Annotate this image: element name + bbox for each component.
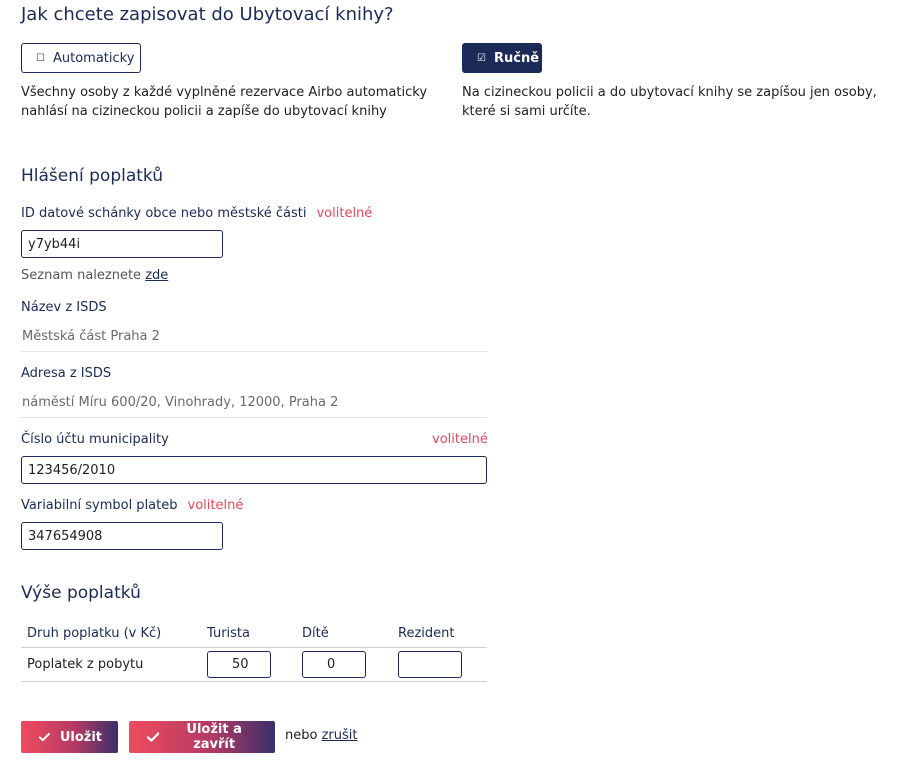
- fees-heading: Hlášení poplatků: [21, 166, 164, 186]
- list-hint-text: Seznam naleznete: [21, 268, 142, 283]
- or-text: nebo: [285, 728, 318, 743]
- manual-option-label: Ručně: [493, 50, 540, 66]
- checkmark-icon: [39, 731, 50, 743]
- column-header-fee-type: Druh poplatku (v Kč): [27, 626, 162, 641]
- table-header-row: [21, 624, 487, 648]
- vs-label: [21, 498, 243, 513]
- databox-label-text: ID datové schánky obce nebo městské části: [21, 206, 307, 221]
- vs-label-text: Variabilní symbol plateb: [21, 498, 178, 513]
- save-and-close-button[interactable]: [129, 721, 275, 753]
- automatic-option-description: Všechny osoby z každé vyplněné rezervace Airbo automaticky nahlásí na cizineckou policii a zapíše do ubytovací knihy: [21, 85, 428, 119]
- vs-optional-tag: volitelné: [187, 498, 244, 513]
- automatic-option-button[interactable]: [21, 43, 141, 73]
- save-and-close-button-label: Uložit a zavřít: [186, 722, 242, 752]
- column-header-child: Dítě: [302, 626, 329, 641]
- variable-symbol-input[interactable]: [21, 522, 223, 550]
- child-fee-input[interactable]: [302, 651, 366, 678]
- checkbox-empty-icon: ☐: [36, 52, 45, 64]
- manual-option-description: Na cizineckou policii a do ubytovací knihy se zapíšou jen osoby, které si sami určíte.: [462, 85, 877, 119]
- question-title: Jak chcete zapisovat do Ubytovací knihy?: [21, 4, 394, 25]
- resident-fee-input[interactable]: [398, 651, 462, 678]
- tourist-fee-input[interactable]: [207, 651, 271, 678]
- isds-address-label: Adresa z ISDS: [21, 366, 112, 381]
- account-optional-tag: volitelné: [432, 432, 488, 447]
- cancel-link[interactable]: zrušit: [321, 728, 358, 743]
- save-button-label: Uložit: [59, 729, 102, 745]
- list-hint-link[interactable]: zde: [145, 268, 169, 283]
- column-header-tourist: Turista: [207, 626, 250, 641]
- databox-id-input[interactable]: [21, 230, 223, 258]
- table-row: [21, 648, 487, 682]
- isds-address-value: náměstí Míru 600/20, Vinohrady, 12000, Praha 2: [21, 388, 487, 418]
- column-header-resident: Rezident: [398, 626, 455, 641]
- account-number-input[interactable]: [21, 456, 487, 484]
- cancel-group: [285, 728, 357, 743]
- databox-label: [21, 206, 372, 221]
- fee-type-cell: Poplatek z pobytu: [27, 657, 144, 672]
- list-hint: [21, 268, 168, 283]
- save-button[interactable]: [21, 721, 118, 753]
- isds-name-label: Název z ISDS: [21, 300, 107, 315]
- fee-table: [21, 624, 487, 682]
- account-label: Číslo účtu municipality: [21, 432, 169, 447]
- automatic-option-label: Automaticky: [52, 50, 135, 66]
- checkbox-checked-icon: ☑: [477, 52, 486, 64]
- amounts-heading: Výše poplatků: [21, 583, 141, 603]
- checkmark-icon: [147, 731, 159, 743]
- isds-name-value: Městská část Praha 2: [21, 322, 487, 352]
- databox-optional-tag: volitelné: [316, 206, 373, 221]
- manual-option-button[interactable]: [462, 43, 542, 73]
